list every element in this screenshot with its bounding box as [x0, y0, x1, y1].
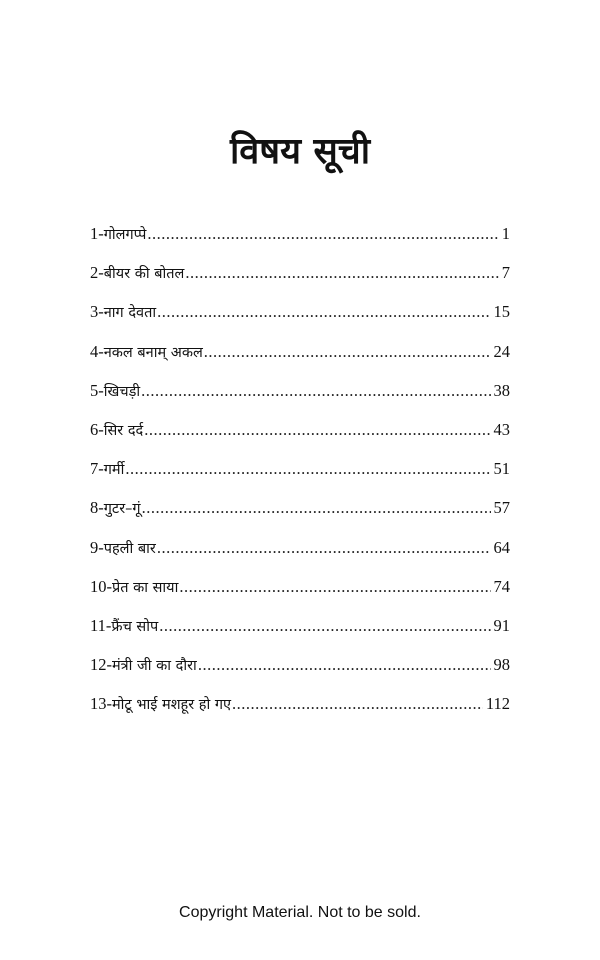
- toc-dot-leader: [159, 614, 490, 638]
- toc-entry-number: 5: [90, 380, 99, 400]
- toc-entry-number: 9: [90, 537, 99, 557]
- toc-entry-title: सिर दर्द: [103, 422, 144, 439]
- toc-dot-leader: [125, 457, 490, 481]
- toc-entry-number: 10: [90, 576, 107, 596]
- toc-entry-number: 12: [90, 655, 107, 675]
- toc-entry[interactable]: [90, 536, 510, 575]
- toc-entry-page: 112: [485, 694, 510, 714]
- toc-entry[interactable]: [90, 457, 510, 496]
- toc-entry-page: 24: [493, 341, 510, 361]
- toc-entry-page: 51: [493, 459, 510, 479]
- toc-entry-separator: -: [98, 224, 104, 243]
- toc-dot-leader: [142, 496, 491, 520]
- toc-entry-title: पहली बार: [103, 540, 156, 557]
- toc-entry-separator: -: [98, 341, 104, 361]
- toc-entry-separator: -: [106, 655, 112, 675]
- toc-entry-page: 74: [493, 576, 510, 596]
- toc-dot-leader: [185, 261, 498, 285]
- toc-entry-number: 3: [90, 302, 99, 322]
- toc-entry-separator: -: [105, 615, 112, 635]
- toc-entry[interactable]: [90, 496, 510, 535]
- toc-entry-title: मोटू भाई मशहूर हो गए: [112, 697, 232, 714]
- toc-dot-leader: [179, 575, 490, 599]
- toc-entry-separator: -: [106, 694, 112, 714]
- toc-entry-page: 64: [493, 537, 510, 557]
- toc-entry[interactable]: [90, 692, 510, 731]
- toc-entry[interactable]: [90, 614, 510, 653]
- toc-entry-page: 15: [493, 302, 510, 322]
- toc-entry-title: प्रेत का साया: [112, 579, 179, 596]
- toc-entry-number: 8: [90, 498, 99, 518]
- toc-entry-title: बीयर की बोतल: [103, 266, 185, 283]
- toc-entry[interactable]: [90, 379, 510, 418]
- toc-entry-title: नाग देवता: [103, 305, 157, 322]
- toc-dot-leader: [232, 692, 483, 716]
- toc-dot-leader: [147, 222, 498, 246]
- toc-entry-page: 1: [501, 224, 510, 243]
- toc-entry-separator: -: [98, 459, 104, 479]
- toc-entry-title: फ्रैंच सोप: [111, 618, 159, 635]
- page-title: विषय सूची: [229, 131, 371, 172]
- toc-dot-leader: [198, 653, 491, 677]
- toc-dot-leader: [141, 379, 490, 403]
- toc-entry-separator: -: [98, 380, 104, 400]
- toc-dot-leader: [204, 340, 491, 364]
- toc-entry[interactable]: [90, 222, 510, 261]
- toc-entry[interactable]: [90, 575, 510, 614]
- toc-entry[interactable]: [90, 653, 510, 692]
- toc-entry-title: नकल बनाम् अकल: [103, 344, 203, 361]
- toc-entry-number: 4: [90, 341, 99, 361]
- toc-entry[interactable]: [90, 418, 510, 457]
- toc-entry-number: 13: [90, 694, 107, 714]
- copyright-footer: Copyright Material. Not to be sold.: [179, 904, 421, 921]
- toc-entry-separator: -: [98, 302, 104, 322]
- toc-entry-separator: -: [106, 576, 112, 596]
- toc-entry-title: गोलगप्पे: [103, 227, 147, 243]
- toc-entry-number: 2: [90, 263, 99, 283]
- toc-entry-number: 11: [90, 615, 106, 635]
- toc-entry-page: 91: [493, 615, 510, 635]
- toc-entry-page: 98: [493, 655, 510, 675]
- toc-entry-separator: -: [98, 498, 104, 518]
- toc-entry-title: मंत्री जी का दौरा: [112, 658, 197, 675]
- toc-dot-leader: [157, 536, 491, 560]
- toc-entry-separator: -: [98, 419, 104, 439]
- toc-dot-leader: [144, 418, 490, 442]
- toc-entry-separator: -: [98, 263, 104, 283]
- table-of-contents: [90, 222, 510, 731]
- toc-entry-title: गर्मी: [103, 462, 125, 479]
- toc-entry-page: 57: [493, 498, 510, 518]
- toc-entry-page: 38: [493, 380, 510, 400]
- toc-entry-separator: -: [98, 537, 104, 557]
- toc-entry-number: 6: [90, 419, 99, 439]
- toc-entry-page: 7: [501, 263, 510, 283]
- toc-entry[interactable]: [90, 340, 510, 379]
- toc-entry[interactable]: [90, 300, 510, 339]
- toc-entry-number: 1: [90, 224, 99, 243]
- toc-entry-title: गुटर–गूं: [103, 501, 141, 518]
- toc-entry[interactable]: [90, 261, 510, 300]
- toc-dot-leader: [157, 300, 490, 324]
- toc-entry-page: 43: [493, 419, 510, 439]
- toc-entry-number: 7: [90, 459, 99, 479]
- toc-entry-title: खिचड़ी: [103, 383, 141, 400]
